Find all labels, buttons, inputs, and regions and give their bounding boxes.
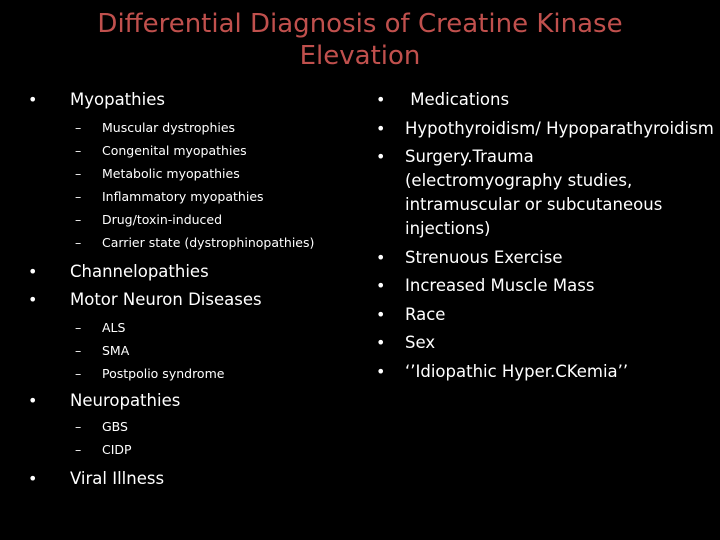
bullet-myopathies	[28, 88, 358, 112]
bullet-dot-icon: •	[376, 333, 386, 352]
dash-icon: –	[75, 143, 82, 158]
bullet-dot-icon: •	[376, 90, 386, 109]
sub-item	[28, 438, 358, 461]
dash-icon: –	[75, 212, 82, 227]
bullet-label: Viral Illness	[70, 469, 165, 488]
dash-icon: –	[75, 120, 82, 135]
bullet-dot-icon: •	[28, 469, 38, 488]
sub-item-label: GBS	[102, 419, 128, 434]
bullet-sex	[376, 331, 720, 355]
bullet-strenuous-exercise	[376, 246, 720, 270]
sub-item	[28, 116, 358, 139]
sub-item-label: Drug/toxin-induced	[102, 212, 223, 227]
bullet-dot-icon: •	[376, 276, 386, 295]
sub-item	[28, 162, 358, 185]
bullet-dot-icon: •	[376, 247, 386, 267]
bullet-viral-illness	[28, 467, 358, 491]
dash-icon: –	[75, 442, 82, 457]
dash-icon: –	[75, 366, 82, 381]
dash-icon: –	[75, 189, 82, 204]
bullet-channelopathies	[28, 260, 358, 284]
bullet-dot-icon: •	[376, 147, 386, 166]
sub-item-label: ALS	[102, 320, 126, 335]
sub-item-label: CIDP	[102, 442, 132, 457]
sub-item-label: Inflammatory myopathies	[102, 189, 264, 204]
bullet-race	[376, 303, 720, 327]
sub-item	[28, 316, 358, 339]
bullet-idiopathic	[376, 360, 720, 384]
bullet-label: ‘’Idiopathic Hyper.CKemia’’	[405, 361, 629, 381]
bullet-surgery-trauma	[376, 145, 695, 241]
right-column	[376, 88, 720, 384]
sub-item-label: Metabolic myopathies	[102, 166, 240, 181]
bullet-label: Race	[405, 304, 446, 324]
title-line-1: Differential Diagnosis of Creatine Kinase	[97, 9, 623, 39]
sub-item	[28, 415, 358, 438]
sub-item	[28, 185, 358, 208]
sub-item	[28, 208, 358, 231]
title-line-2: Elevation	[299, 41, 421, 71]
bullet-label: Sex	[405, 333, 436, 352]
bullet-label: Strenuous Exercise	[405, 247, 563, 267]
bullet-dot-icon: •	[28, 262, 38, 281]
sub-item-label: Muscular dystrophies	[102, 120, 236, 135]
sub-item	[28, 362, 358, 385]
bullet-motor-neuron	[28, 288, 358, 312]
bullet-label: Motor Neuron Diseases	[70, 290, 262, 309]
dash-icon: –	[75, 419, 82, 434]
bullet-label: Myopathies	[70, 90, 165, 109]
dash-icon: –	[75, 343, 82, 358]
bullet-dot-icon: •	[28, 391, 38, 410]
sub-item-label: SMA	[102, 343, 130, 358]
bullet-dot-icon: •	[28, 290, 38, 309]
sub-item	[28, 339, 358, 362]
bullet-label: Medications	[405, 90, 510, 109]
bullet-label: Neuropathies	[70, 391, 181, 410]
dash-icon: –	[75, 235, 82, 250]
bullet-neuropathies	[28, 389, 358, 413]
sub-item	[28, 231, 358, 254]
bullet-medications	[376, 88, 720, 112]
sub-item-label: Postpolio syndrome	[102, 366, 225, 381]
left-column	[28, 88, 358, 491]
sub-item-label: Congenital myopathies	[102, 143, 247, 158]
sub-item-label: Carrier state (dystrophinopathies)	[102, 235, 315, 250]
bullet-label: Surgery.Trauma (electromyography studies, intramuscular or subcutaneous injections)	[405, 147, 663, 238]
dash-icon: –	[75, 166, 82, 181]
bullet-hypothyroidism	[376, 117, 720, 141]
bullet-dot-icon: •	[28, 90, 38, 109]
bullet-muscle-mass	[376, 274, 720, 298]
bullet-dot-icon: •	[376, 118, 386, 138]
bullet-dot-icon: •	[376, 361, 386, 381]
sub-item	[28, 139, 358, 162]
bullet-label: Channelopathies	[70, 262, 209, 281]
dash-icon: –	[75, 320, 82, 335]
bullet-label: Hypothyroidism/ Hypoparathyroidism	[405, 118, 714, 138]
slide-title	[60, 8, 660, 72]
bullet-dot-icon: •	[376, 304, 386, 324]
bullet-label: Increased Muscle Mass	[405, 276, 595, 295]
